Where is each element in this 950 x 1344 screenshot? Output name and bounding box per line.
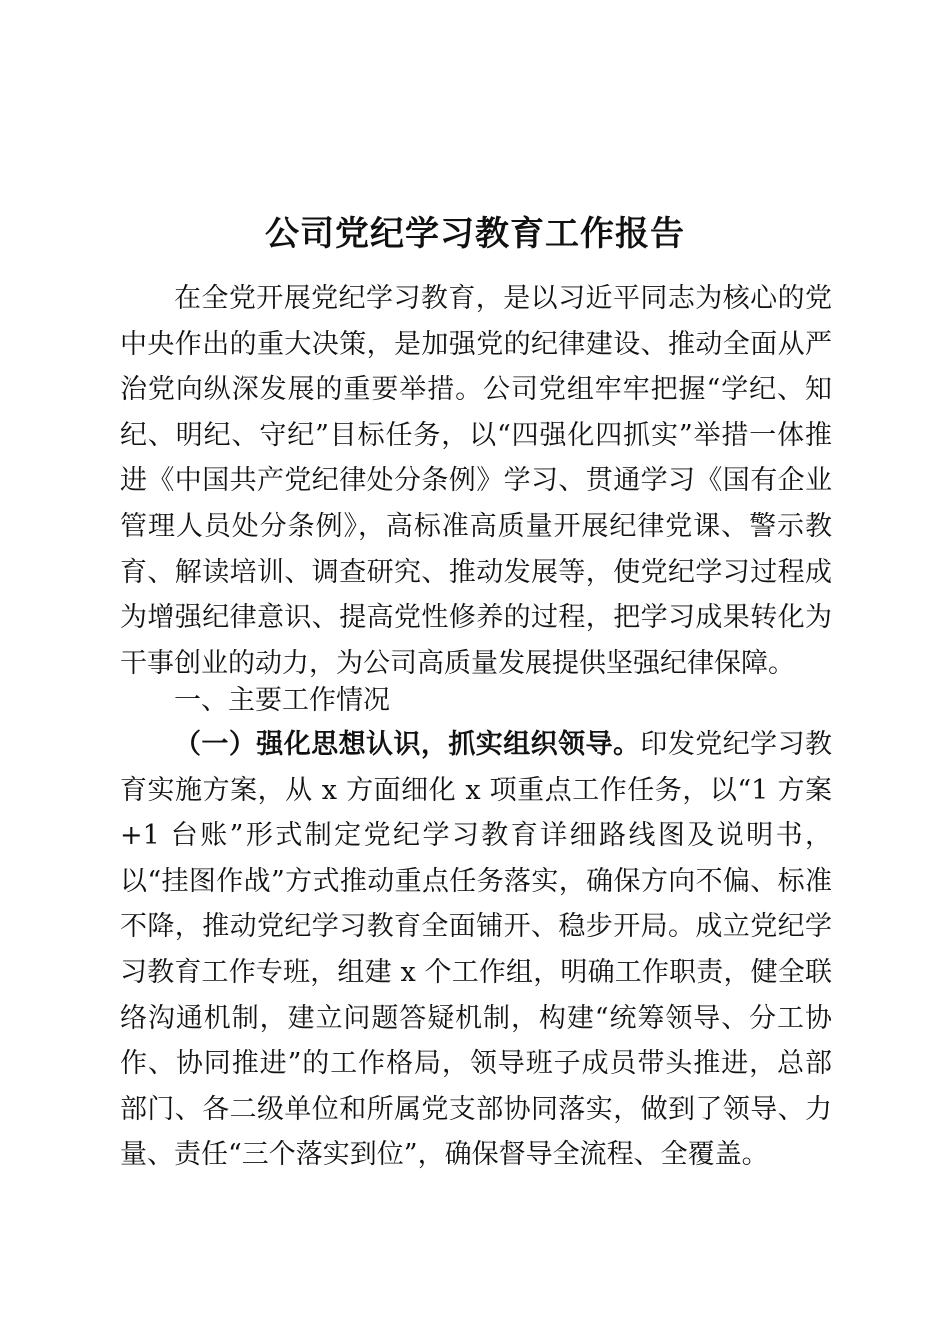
subsection-lead: （一）强化思想认识，抓实组织领导。 [174, 729, 641, 760]
section-heading: 一、主要工作情况 [174, 685, 390, 716]
document-title: 公司党纪学习教育工作报告 [265, 214, 685, 254]
subsection-body: 印发党纪学习教育实施方案，从 x 方面细化 x 项重点工作任务，以“1 方案+1 台账”形式制定党纪学习教育详细路线图及说明书，以“挂图作战”方式推动重点任务落实，确保方向不偏、标准不降，推动党纪学习教育全面铺开、稳步开局。成立党纪学习教育工作专班，组建 x 个工作组，明确工作职责，健全联络沟通机制，建立问题答疑机制，构建“统筹领导、分工协作、协同推进”的工作格局，领导班子成员带头推进，总部部门、各二级单位和所属党支部协同落实，做到了领导、力量、责任“三个落实到位”，确保督导全流程、全覆盖。 [120, 729, 832, 1171]
intro-paragraph: 在全党开展党纪学习教育，是以习近平同志为核心的党中央作出的重大决策，是加强党的纪律建设、推动全面从严治党向纵深发展的重要举措。公司党组牢牢把握“学纪、知纪、明纪、守纪”目标任务，以“四强化四抓实”举措一体推进《中国共产党纪律处分条例》学习、贯通学习《国有企业管理人员处分条例》，高标准高质量开展纪律党课、警示教育、解读培训、调查研究、推动发展等，使党纪学习过程成为增强纪律意识、提高党性修养的过程，把学习成果转化为干事创业的动力，为公司高质量发展提供坚强纪律保障。 [120, 283, 832, 679]
subsection-paragraph [120, 722, 832, 1178]
